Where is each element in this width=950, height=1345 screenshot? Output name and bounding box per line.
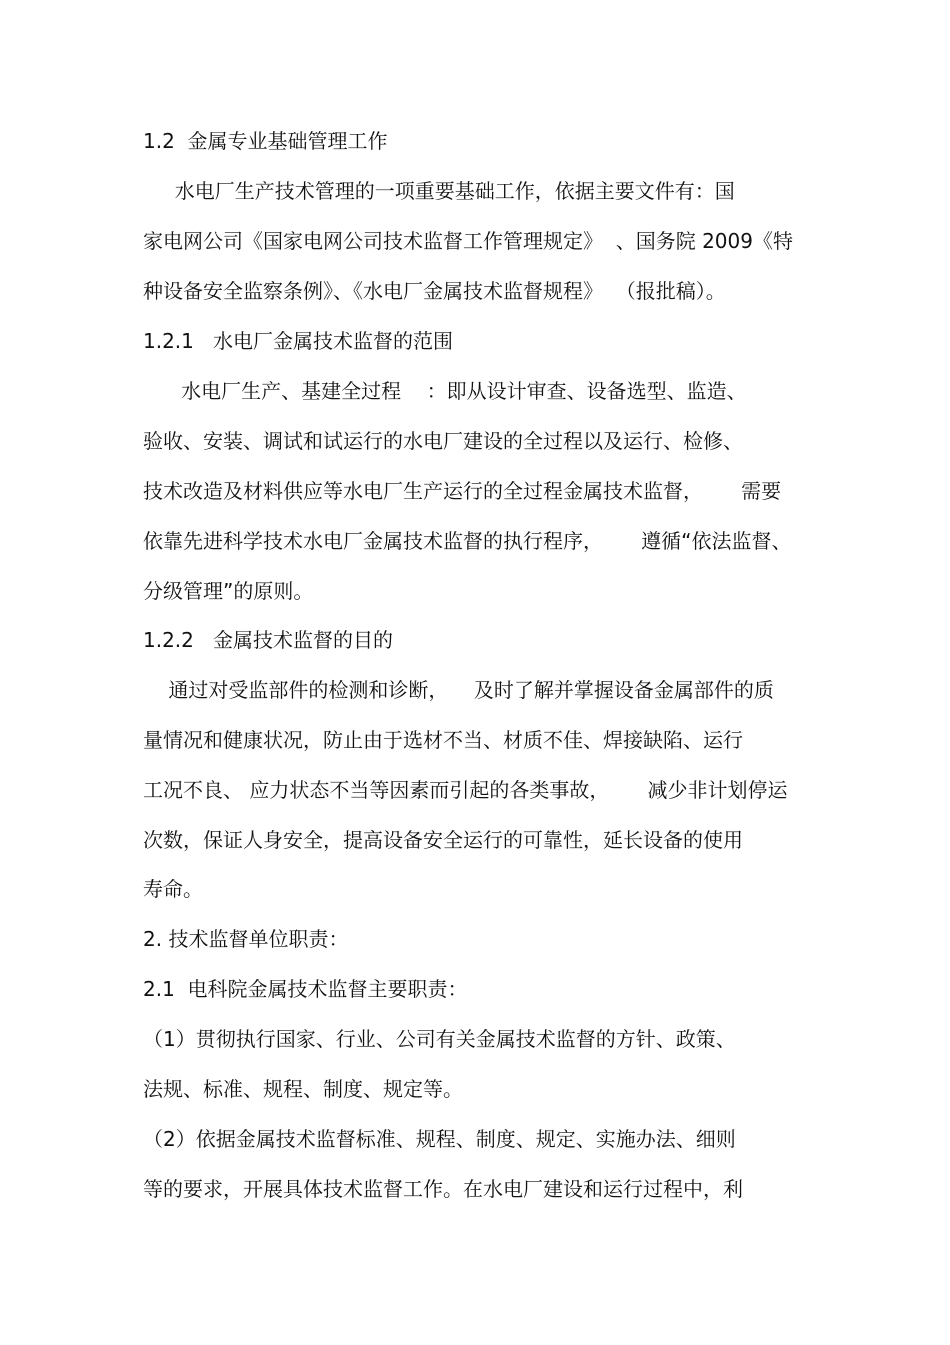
- heading-1-2: 1.2 金属专业基础管理工作: [143, 129, 388, 153]
- paragraph-line: 等的要求，开展具体技术监督工作。在水电厂建设和运行过程中，利: [143, 1177, 743, 1201]
- heading-1-2-1: 1.2.1 水电厂金属技术监督的范围: [143, 329, 453, 353]
- paragraph-line: 寿命。: [143, 877, 203, 901]
- paragraph-line: 验收、安装、调试和试运行的水电厂建设的全过程以及运行、检修、: [143, 429, 743, 453]
- paragraph-line: 依靠先进科学技术水电厂金属技术监督的执行程序， 遵循“依法监督、: [143, 529, 792, 553]
- paragraph-line: 家电网公司《国家电网公司技术监督工作管理规定》 、国务院 2009《特: [143, 229, 793, 253]
- paragraph-line: 法规、标准、规程、制度、规定等。: [143, 1077, 463, 1101]
- paragraph-line: 水电厂生产、基建全过程 ：即从设计审查、设备选型、监造、: [143, 379, 747, 403]
- heading-1-2-2: 1.2.2 金属技术监督的目的: [143, 628, 393, 652]
- paragraph-line: 分级管理”的原则。: [143, 579, 314, 603]
- paragraph-line: 水电厂生产技术管理的一项重要基础工作，依据主要文件有：国: [143, 179, 735, 203]
- heading-2-1: 2.1 电科院金属技术监督主要职责：: [143, 977, 468, 1001]
- heading-2: 2. 技术监督单位职责：: [143, 927, 349, 951]
- paragraph-line: 种设备安全监察条例》、《水电厂金属技术监督规程》 （报批稿）。: [143, 279, 726, 303]
- paragraph-line: 技术改造及材料供应等水电厂生产运行的全过程金属技术监督， 需要: [143, 479, 782, 503]
- list-item-2: （2）依据金属技术监督标准、规程、制度、规定、实施办法、细则: [143, 1127, 736, 1151]
- list-item-1: （1）贯彻执行国家、行业、公司有关金属技术监督的方针、政策、: [143, 1027, 736, 1051]
- paragraph-line: 次数，保证人身安全，提高设备安全运行的可靠性，延长设备的使用: [143, 828, 743, 852]
- paragraph-line: 工况不良、 应力状态不当等因素而引起的各类事故， 减少非计划停运: [143, 778, 788, 802]
- paragraph-line: 通过对受监部件的检测和诊断， 及时了解并掌握设备金属部件的质: [143, 678, 774, 702]
- paragraph-line: 量情况和健康状况，防止由于选材不当、材质不佳、焊接缺陷、运行: [143, 728, 743, 752]
